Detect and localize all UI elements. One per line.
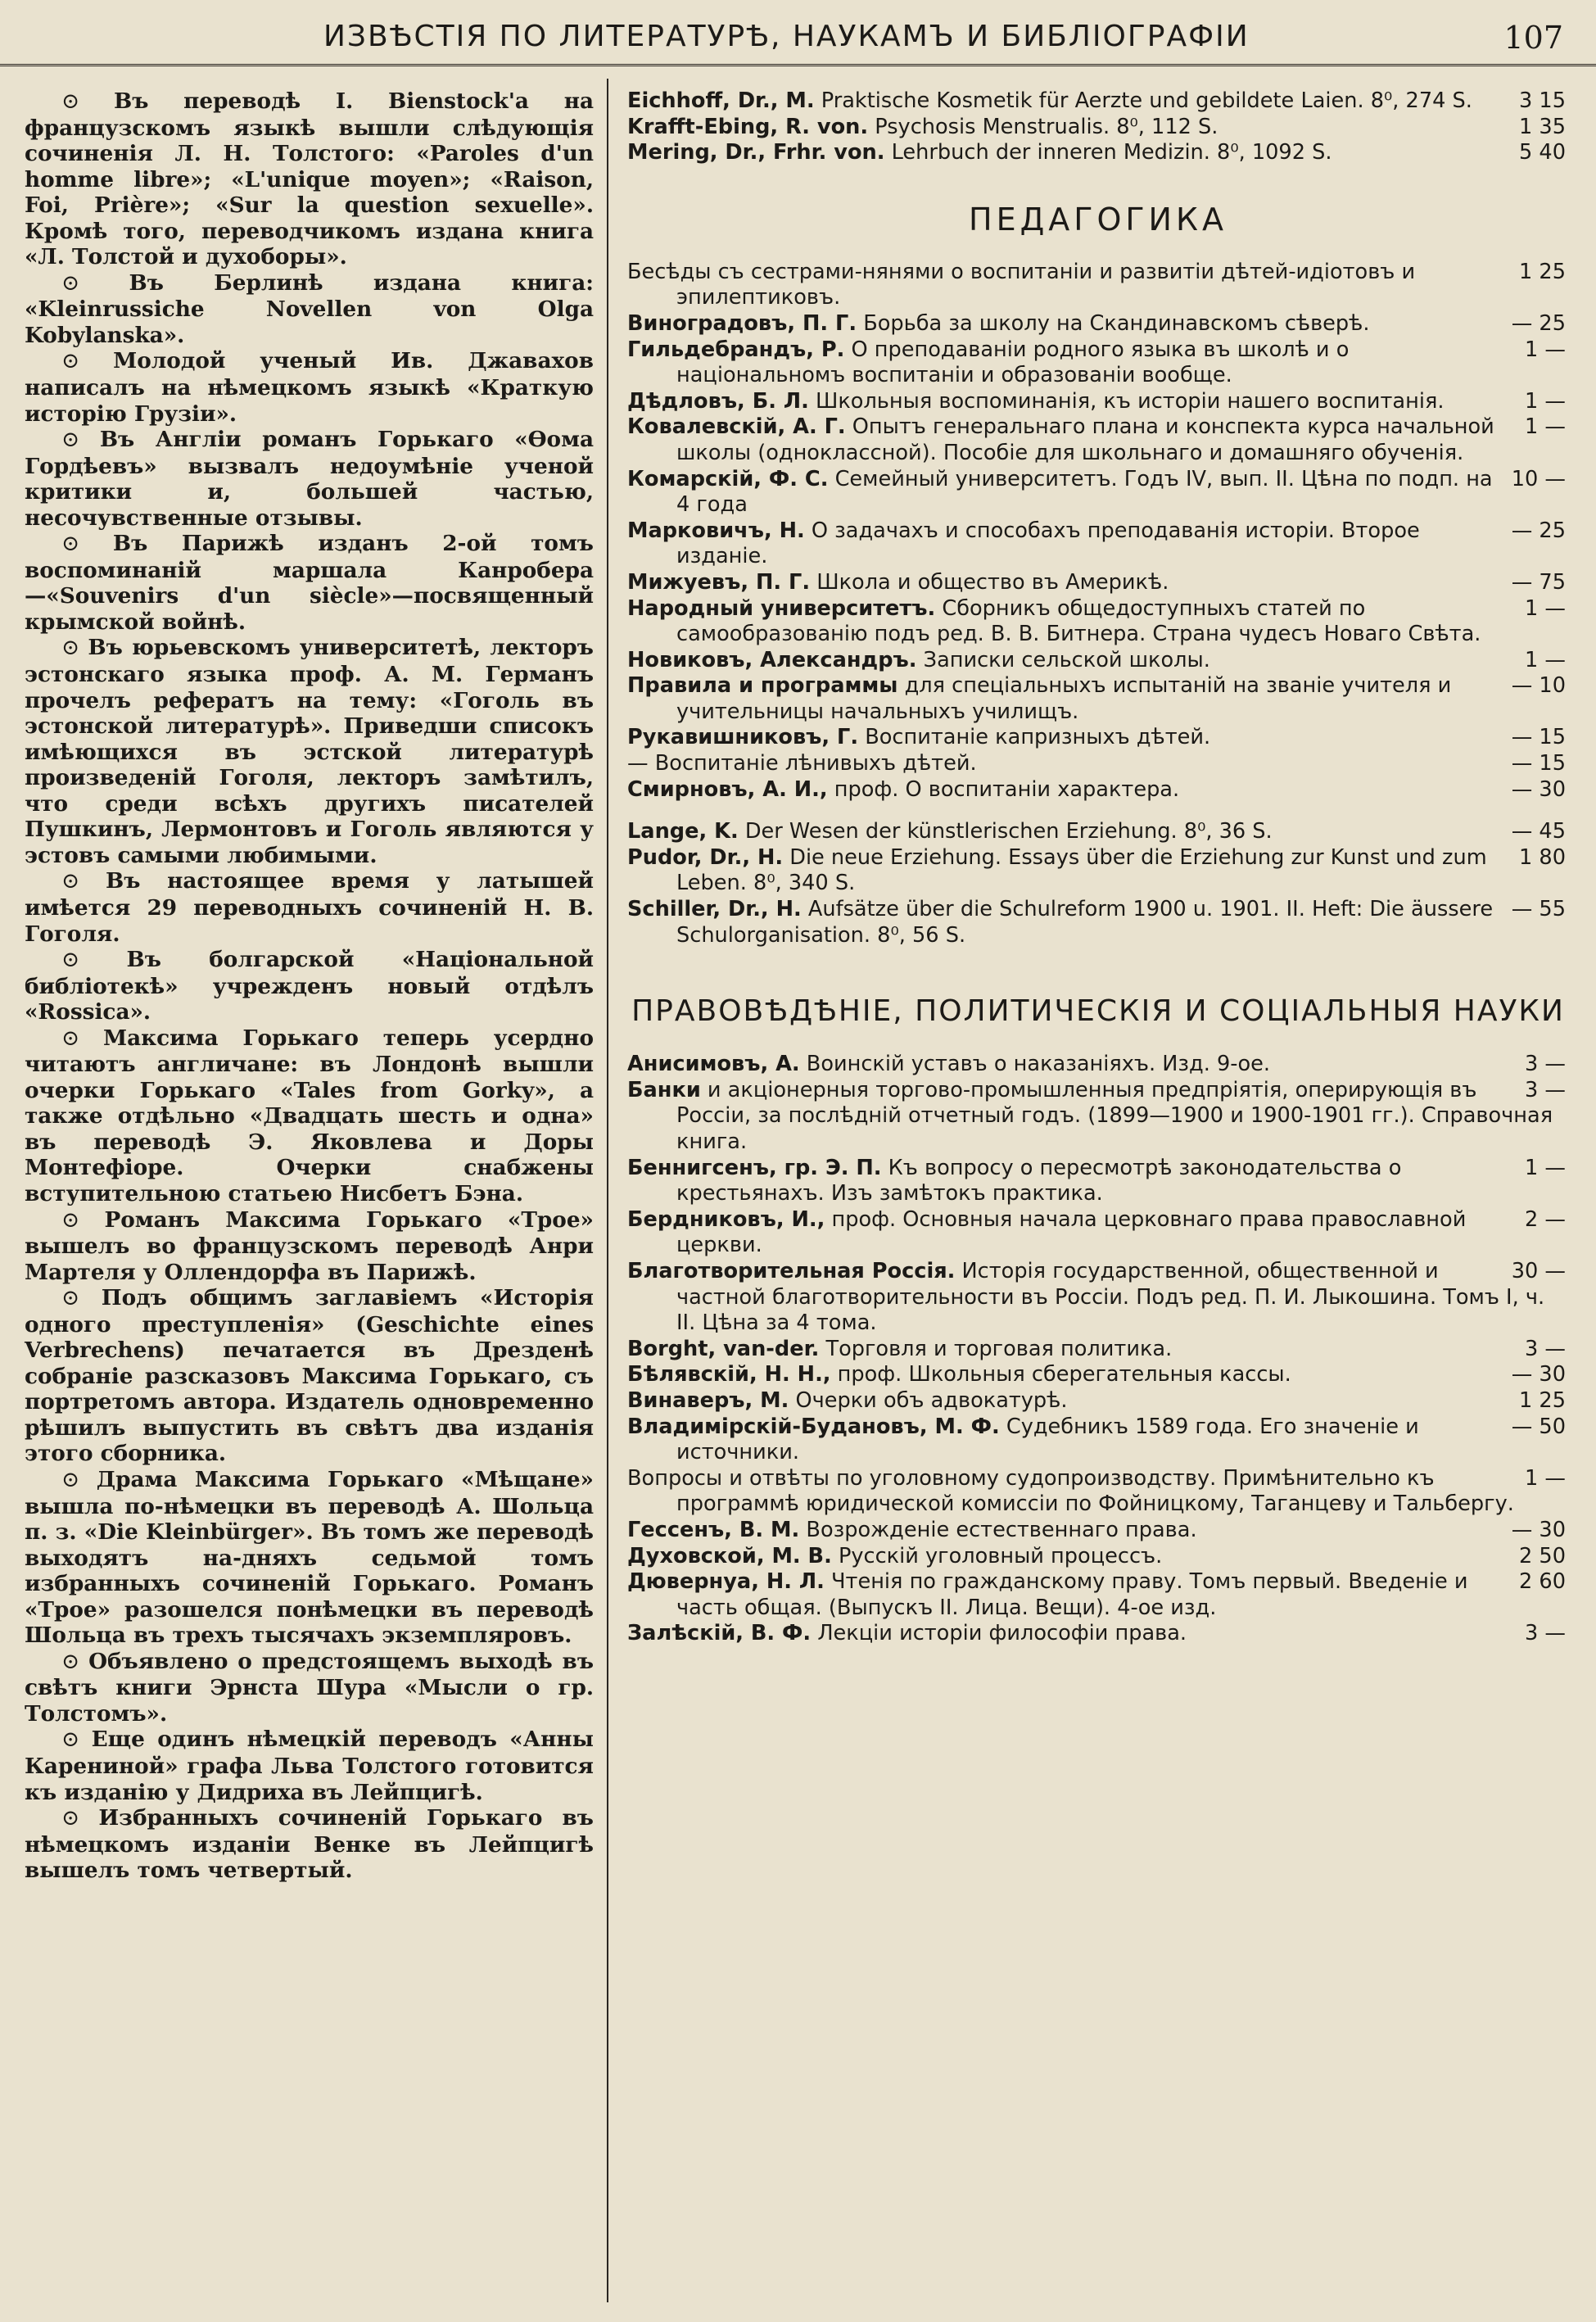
entry-price: 2 — [1524, 1206, 1566, 1232]
news-item: ⊙ Въ Англіи романъ Горькаго «Ѳома Гордѣевъ» вызвалъ недоумѣніе ученой критики и, большей частью, несочувственные отзывы. [25, 427, 594, 531]
pedagogy-ru-list [627, 260, 1569, 803]
bibliography-entry [627, 1518, 1569, 1544]
header-title: ИЗВѢСТІЯ ПО ЛИТЕРАТУРѢ, НАУКАМЪ И БИБЛІОГРАФІИ [323, 20, 1250, 53]
entry-title: Лекціи исторіи философіи права. [817, 1621, 1187, 1646]
bibliography-entry [627, 260, 1569, 311]
entry-price: 1 — [1524, 337, 1566, 362]
entry-price: 1 — [1524, 388, 1566, 414]
news-item: ⊙ Въ болгарской «Національной библіотекѣ» учрежденъ новый отдѣлъ «Rossica». [25, 947, 594, 1025]
entry-author: Гессенъ, В. М. [627, 1517, 800, 1542]
entry-title: О преподаваніи родного языка въ школѣ и о національномъ воспитаніи и образованіи вообще. [676, 337, 1350, 388]
entry-title: Школьныя воспоминанія, къ исторіи нашего воспитанія. [815, 388, 1445, 414]
entry-author: Духовской, М. В. [627, 1543, 832, 1568]
entry-author: Schiller, Dr., H. [627, 897, 802, 922]
bibliography-entry [627, 1078, 1569, 1156]
news-item: ⊙ Въ юрьевскомъ университетѣ, лекторъ эстонскаго языка проф. А. М. Германъ прочелъ рефератъ на тему: «Гоголь въ эстонской литературѣ». Приведши списокъ имѣющихся въ эстской литературѣ произведеній Гоголя, лекторъ замѣтилъ, что среди всѣхъ другихъ писателей Пушкинъ, Лермонтовъ и Гоголь являются у эстовъ самыми любимыми. [25, 635, 594, 868]
entry-title: Семейный университетъ. Годъ IV, вып. II. Цѣна по подп. на 4 года [676, 466, 1493, 518]
entry-price: 3 — [1524, 1052, 1566, 1077]
entry-title: проф. Школьныя сберегательныя кассы. [837, 1362, 1291, 1387]
entry-author: Дѣдловъ, Б. Л. [627, 388, 809, 414]
entry-price: 10 — [1511, 466, 1566, 491]
news-item: ⊙ Молодой ученый Ив. Джавахов написалъ на нѣмецкомъ языкѣ «Краткую исторію Грузіи». [25, 348, 594, 427]
bibliography-entry [627, 1259, 1569, 1337]
entry-price: 1 — [1524, 595, 1566, 621]
entry-price: — 55 [1511, 897, 1566, 922]
entry-title: Psychosis Menstrualis. 8⁰, 112 S. [875, 114, 1218, 139]
entry-title: для спеціальныхъ испытаній на званіе учителя и учительницы начальныхъ училищъ. [676, 673, 1452, 724]
news-item: ⊙ Въ переводѣ I. Bienstock'a на французскомъ языкѣ вышли слѣдующія сочиненія Л. Н. Толстого: «Paroles d'un homme libre»; «L'unique moyen»; «Raison, Foi, Prière»; «Sur la question sexuelle». Кромѣ того, переводчикомъ издана книга «Л. Толстой и духоборы». [25, 88, 594, 270]
entry-price: 2 60 [1519, 1569, 1566, 1595]
entry-price: — 30 [1511, 776, 1566, 802]
entry-price: 3 — [1524, 1077, 1566, 1102]
news-item: ⊙ Драма Максима Горькаго «Мѣщане» вышла по-нѣмецки въ переводѣ А. Шольца п. з. «Die Kleinbürger». Въ томъ же переводѣ выходятъ на-дняхъ седьмой томъ избранныхъ сочиненій Горькаго. Романъ «Трое» разошелся понѣмецки въ переводѣ Шольца въ трехъ тысячахъ экземпляровъ. [25, 1467, 594, 1649]
column-divider [607, 79, 608, 2302]
entry-title: — Воспитаніе лѣнивыхъ дѣтей. [627, 751, 977, 776]
entry-author: Eichhoff, Dr., M. [627, 88, 815, 113]
entry-title: Возрожденіе естественнаго права. [806, 1517, 1197, 1542]
entry-title: Aufsätze über die Schulreform 1900 u. 1901. II. Heft: Die äussere Schulorganisation. 8⁰, 56 S. [676, 897, 1494, 948]
news-item: ⊙ Романъ Максима Горькаго «Трое» вышелъ во французскомъ переводѣ Анри Мартеля у Оллендорфа въ Парижѣ. [25, 1207, 594, 1286]
section-title-law: ПРАВОВѢДѢНІЕ, ПОЛИТИЧЕСКІЯ И СОЦІАЛЬНЫЯ НАУКИ [631, 994, 1565, 1029]
entry-title: Борьба за школу на Скандинавскомъ сѣверѣ. [863, 310, 1370, 336]
entry-price: 3 15 [1519, 88, 1566, 113]
bibliography-entry [627, 570, 1569, 596]
entry-author: Анисимовъ, А. [627, 1052, 800, 1077]
entry-title: Praktische Kosmetik für Aerzte und gebildete Laien. 8⁰, 274 S. [821, 88, 1472, 113]
entry-title: Чтенія по гражданскому праву. Томъ первый. Введеніе и часть общая. (Выпускъ II. Лица. Вещи). 4-ое изд. [676, 1569, 1468, 1620]
entry-price: 3 — [1524, 1336, 1566, 1361]
entry-price: 2 50 [1519, 1543, 1566, 1568]
entry-author: Мижуевъ, П. Г. [627, 569, 811, 595]
entry-title: Опытъ генеральнаго плана и конспекта курса начальной школы (одноклассной). Пособіе для школьнаго и домашняго обученія. [676, 414, 1494, 465]
entry-price: — 30 [1511, 1517, 1566, 1542]
entry-title: Воспитаніе капризныхъ дѣтей. [865, 725, 1211, 750]
entry-author: Гильдебрандъ, Р. [627, 337, 845, 362]
entry-price: 1 — [1524, 1155, 1566, 1180]
entry-price: 1 35 [1519, 114, 1566, 139]
entry-author: Новиковъ, Александръ. [627, 647, 917, 672]
bibliography-entry [627, 337, 1569, 389]
entry-author: Винаверъ, М. [627, 1387, 789, 1413]
entry-title: Записки сельской школы. [923, 647, 1210, 672]
entry-author: Lange, K. [627, 819, 739, 844]
bibliography-entry [627, 1388, 1569, 1414]
section-title-pedagogy: ПЕДАГОГИКА [969, 201, 1228, 238]
entry-title: Lehrbuch der inneren Medizin. 8⁰, 1092 S. [891, 140, 1332, 165]
entry-title: Исторія государственной, общественной и частной благотворительности въ Россіи. Подъ ред. П. И. Лыкошина. Томъ I, ч. II. Цѣна за 4 тома. [676, 1258, 1545, 1336]
law-list [627, 1052, 1569, 1647]
entry-price: 5 40 [1519, 140, 1566, 165]
entry-price: — 15 [1511, 725, 1566, 750]
news-item: ⊙ Подъ общимъ заглавіемъ «Исторія одного преступленія» (Geschichte eines Verbrechens) печатается въ Дрезденѣ собраніе разсказовъ Максима Горькаго, съ портретомъ автора. Издатель одновременно рѣшилъ выпустить въ свѣтъ два изданія этого сборника. [25, 1285, 594, 1467]
entry-price: — 75 [1511, 569, 1566, 595]
entry-title: Бесѣды съ сестрами-нянями о воспитаніи и развитіи дѣтей-идіотовъ и эпилептиковъ. [627, 259, 1416, 310]
entry-price: 1 — [1524, 1465, 1566, 1491]
entry-title: Die neue Erziehung. Essays über die Erziehung zur Kunst und zum Leben. 8⁰, 340 S. [676, 844, 1487, 896]
entry-author: Беннигсенъ, гр. Э. П. [627, 1155, 882, 1180]
entry-author: Рукавишниковъ, Г. [627, 725, 859, 750]
bibliography-entry [627, 1621, 1569, 1647]
entry-price: 1 — [1524, 647, 1566, 672]
bibliography-entry [627, 725, 1569, 751]
entry-price: — 50 [1511, 1414, 1566, 1439]
entry-title: проф. Основныя начала церковнаго права православной церкви. [676, 1206, 1467, 1258]
entry-author: Krafft-Ebing, R. von. [627, 114, 869, 139]
entry-author: Комарскій, Ф. С. [627, 466, 829, 491]
bibliography-entry [627, 673, 1569, 725]
bibliography-entry [627, 115, 1569, 141]
entry-title: Школа и общество въ Америкѣ. [816, 569, 1169, 595]
entry-author: Смирновъ, А. И., [627, 776, 828, 802]
entry-author: Залѣскій, В. Ф. [627, 1621, 812, 1646]
entry-author: Благотворительная Россія. [627, 1258, 956, 1283]
entry-price: 1 — [1524, 414, 1566, 440]
news-item: ⊙ Въ настоящее время у латышей имѣется 29 переводныхъ сочиненій Н. В. Гоголя. [25, 868, 594, 947]
entry-price: 3 — [1524, 1621, 1566, 1646]
bibliography-entry [627, 819, 1569, 845]
bibliography-entry [627, 311, 1569, 337]
bibliography-entry [627, 1337, 1569, 1363]
running-header [0, 15, 1596, 66]
entry-author: Дювернуа, Н. Л. [627, 1569, 825, 1595]
bibliography-entry [627, 1466, 1569, 1518]
entry-title: Der Wesen der künstlerischen Erziehung. 8⁰, 36 S. [744, 819, 1273, 844]
entry-price: — 25 [1511, 518, 1566, 543]
news-item: ⊙ Избранныхъ сочиненій Горькаго въ нѣмецкомъ изданіи Венке въ Лейпцигѣ вышелъ томъ четвертый. [25, 1805, 594, 1884]
bibliography-column [627, 88, 1569, 1647]
entry-title: Очерки объ адвокатурѣ. [795, 1387, 1068, 1413]
entry-title: Сборникъ общедоступныхъ статей по самообразованію подъ ред. В. В. Битнера. Страна чудесъ Новаго Свѣта. [676, 595, 1481, 647]
bibliography-entry [627, 414, 1569, 466]
entry-title: Торговля и торговая политика. [825, 1336, 1173, 1361]
bibliography-entry [627, 751, 1569, 777]
entry-title: Судебникъ 1589 года. Его значеніе и источники. [676, 1414, 1419, 1465]
bibliography-entry [627, 467, 1569, 518]
entry-author: Банки [627, 1077, 701, 1102]
entry-title: Воинскій уставъ о наказаніяхъ. Изд. 9-ое. [806, 1052, 1271, 1077]
entry-author: Бердниковъ, И., [627, 1206, 825, 1232]
entry-price: 1 25 [1519, 1387, 1566, 1413]
news-column [25, 88, 594, 1884]
bibliography-entry [627, 777, 1569, 803]
news-item: ⊙ Въ Парижѣ изданъ 2-ой томъ воспоминаній маршала Канробера—«Souvenirs d'un siècle»—посвященный крымской войнѣ. [25, 531, 594, 635]
bibliography-entry [627, 1414, 1569, 1466]
entry-author: Виноградовъ, П. Г. [627, 310, 857, 336]
bibliography-entry [627, 389, 1569, 415]
page-number: 107 [1503, 20, 1563, 56]
bibliography-entry [627, 897, 1569, 948]
bibliography-entry [627, 1052, 1569, 1078]
bibliography-entry [627, 88, 1569, 115]
bibliography-entry [627, 1362, 1569, 1388]
spacer [627, 803, 1569, 819]
entry-price: 30 — [1511, 1258, 1566, 1283]
entry-price: — 15 [1511, 751, 1566, 776]
bibliography-entry [627, 596, 1569, 648]
news-item: ⊙ Максима Горькаго теперь усердно читаютъ англичане: въ Лондонѣ вышли очерки Горькаго «Tales from Gorky», а также отдѣльно «Двадцать шесть и одна» въ переводѣ Э. Яковлева и Доры Монтефіоре. Очерки снабжены вступительною статьею Нисбетъ Бэна. [25, 1025, 594, 1207]
entry-price: — 10 [1511, 673, 1566, 699]
entry-author: Borght, van-der. [627, 1336, 820, 1361]
pedagogy-de-list [627, 819, 1569, 948]
entry-title: О задачахъ и способахъ преподаванія исторіи. Второе изданіе. [676, 518, 1420, 569]
entry-title: проф. О воспитаніи характера. [834, 776, 1180, 802]
bibliography-entry [627, 140, 1569, 166]
medicine-list [627, 88, 1569, 166]
bibliography-entry [627, 845, 1569, 897]
bibliography-entry [627, 648, 1569, 674]
entry-price: — 45 [1511, 819, 1566, 844]
entry-author: Ковалевскій, А. Г. [627, 414, 846, 440]
entry-title: и акціонерныя торгово-промышленныя предпріятія, оперирующія въ Россіи, за послѣдній отчетный годъ. (1899—1900 и 1900-1901 гг.). Справочная книга. [676, 1077, 1553, 1154]
bibliography-entry [627, 1569, 1569, 1621]
entry-author: Марковичъ, Н. [627, 518, 805, 543]
news-item: ⊙ Еще одинъ нѣмецкій переводъ «Анны Карениной» графа Льва Толстого готовится къ изданію у Дидриха въ Лейпцигѣ. [25, 1727, 594, 1805]
entry-price: 1 25 [1519, 259, 1566, 284]
entry-author: Mering, Dr., Frhr. von. [627, 140, 885, 165]
entry-author: Правила и программы [627, 673, 898, 699]
entry-title: Къ вопросу о пересмотрѣ законодательства о крестьянахъ. Изъ замѣтокъ практика. [676, 1155, 1402, 1206]
bibliography-entry [627, 1207, 1569, 1259]
entry-author: Бѣлявскій, Н. Н., [627, 1362, 831, 1387]
entry-price: 1 80 [1519, 844, 1566, 870]
bibliography-entry [627, 518, 1569, 570]
news-item: ⊙ Въ Берлинѣ издана книга: «Kleinrussiche Novellen von Olga Kobylanska». [25, 270, 594, 349]
news-item: ⊙ Объявлено о предстоящемъ выходѣ въ свѣтъ книги Эрнста Шура «Мысли о гр. Толстомъ». [25, 1649, 594, 1727]
entry-title: Вопросы и отвѣты по уголовному судопроизводству. Примѣнительно къ программѣ юридической комиссіи по Фойницкому, Таганцеву и Тальбергу. [627, 1465, 1514, 1517]
entry-author: Владимірскій-Будановъ, М. Ф. [627, 1414, 1000, 1439]
entry-price: — 25 [1511, 310, 1566, 336]
bibliography-entry [627, 1544, 1569, 1570]
entry-title: Русскій уголовный процессъ. [838, 1543, 1163, 1568]
entry-author: Pudor, Dr., H. [627, 844, 784, 870]
entry-author: Народный университетъ. [627, 595, 936, 621]
entry-price: — 30 [1511, 1362, 1566, 1387]
bibliography-entry [627, 1156, 1569, 1207]
